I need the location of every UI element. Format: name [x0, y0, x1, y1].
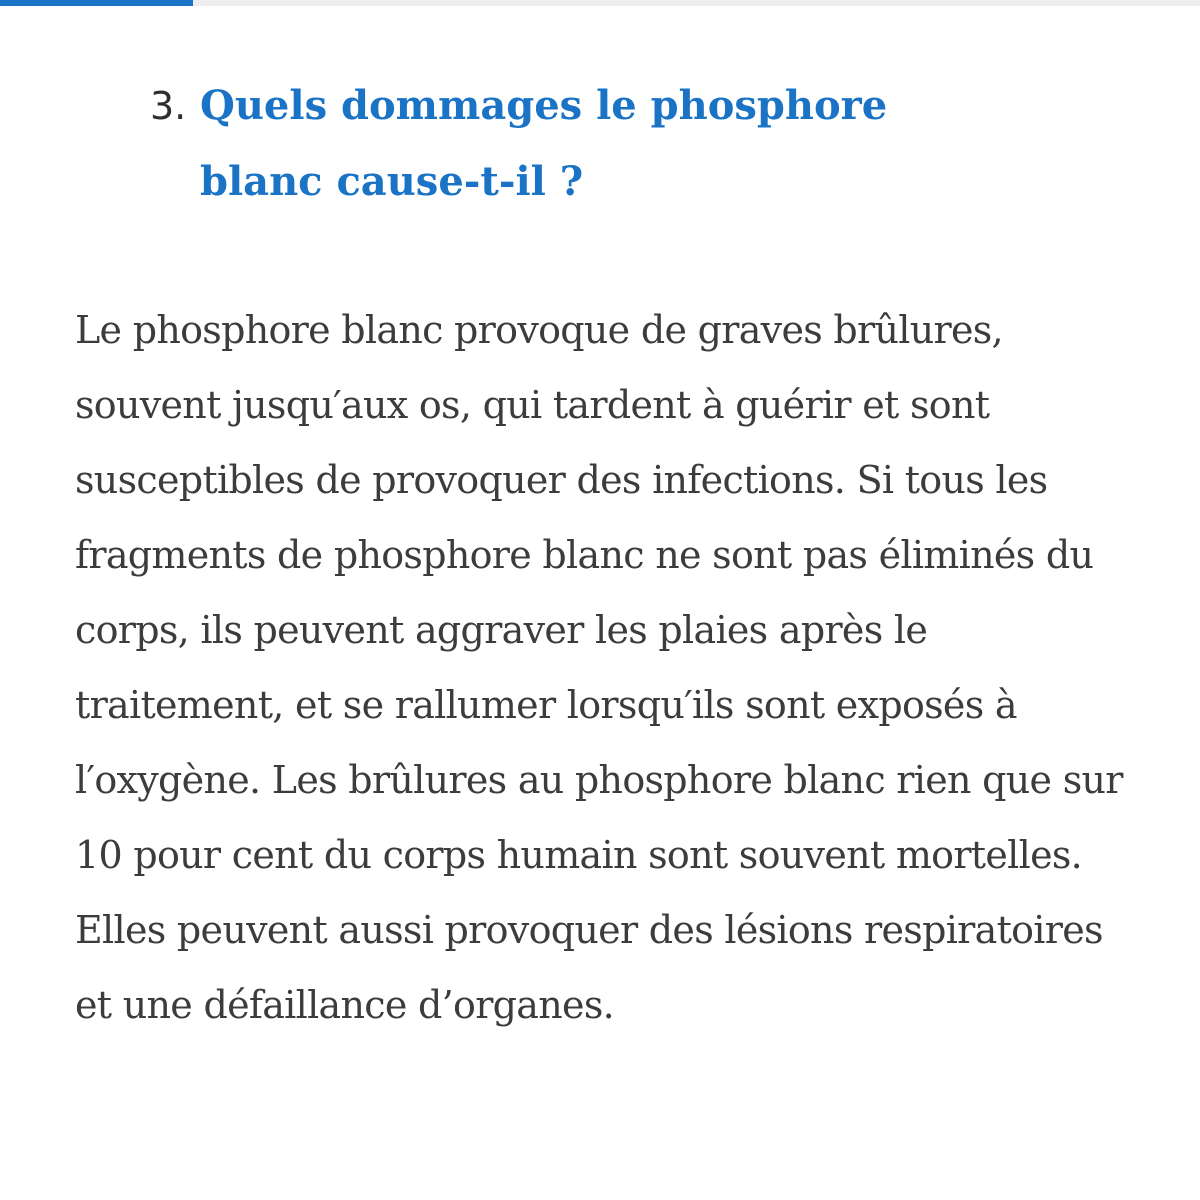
top-progress-track — [0, 0, 1200, 6]
section-heading — [150, 68, 1050, 220]
article-paragraph: Le phosphore blanc provoque de graves brûlures, souvent jusqu′aux os, qui tardent à guérir et sont susceptibles de provoquer des infections. Si tous les fragments de phosphore blanc ne sont pas éliminés du corps, ils peuvent aggraver les plaies après le traitement, et se rallumer lorsqu′ils sont exposés à l′oxygène. Les brûlures au phosphore blanc rien que sur 10 pour cent du corps humain sont souvent mortelles. Elles peuvent aussi provoquer des lésions respiratoires et une défaillance d’organes. — [75, 308, 1123, 1027]
top-progress-indicator — [0, 0, 193, 6]
section-title: Quels dommages le phosphore blanc cause-t-il ? — [200, 82, 888, 205]
section-number: 3. — [150, 84, 187, 128]
